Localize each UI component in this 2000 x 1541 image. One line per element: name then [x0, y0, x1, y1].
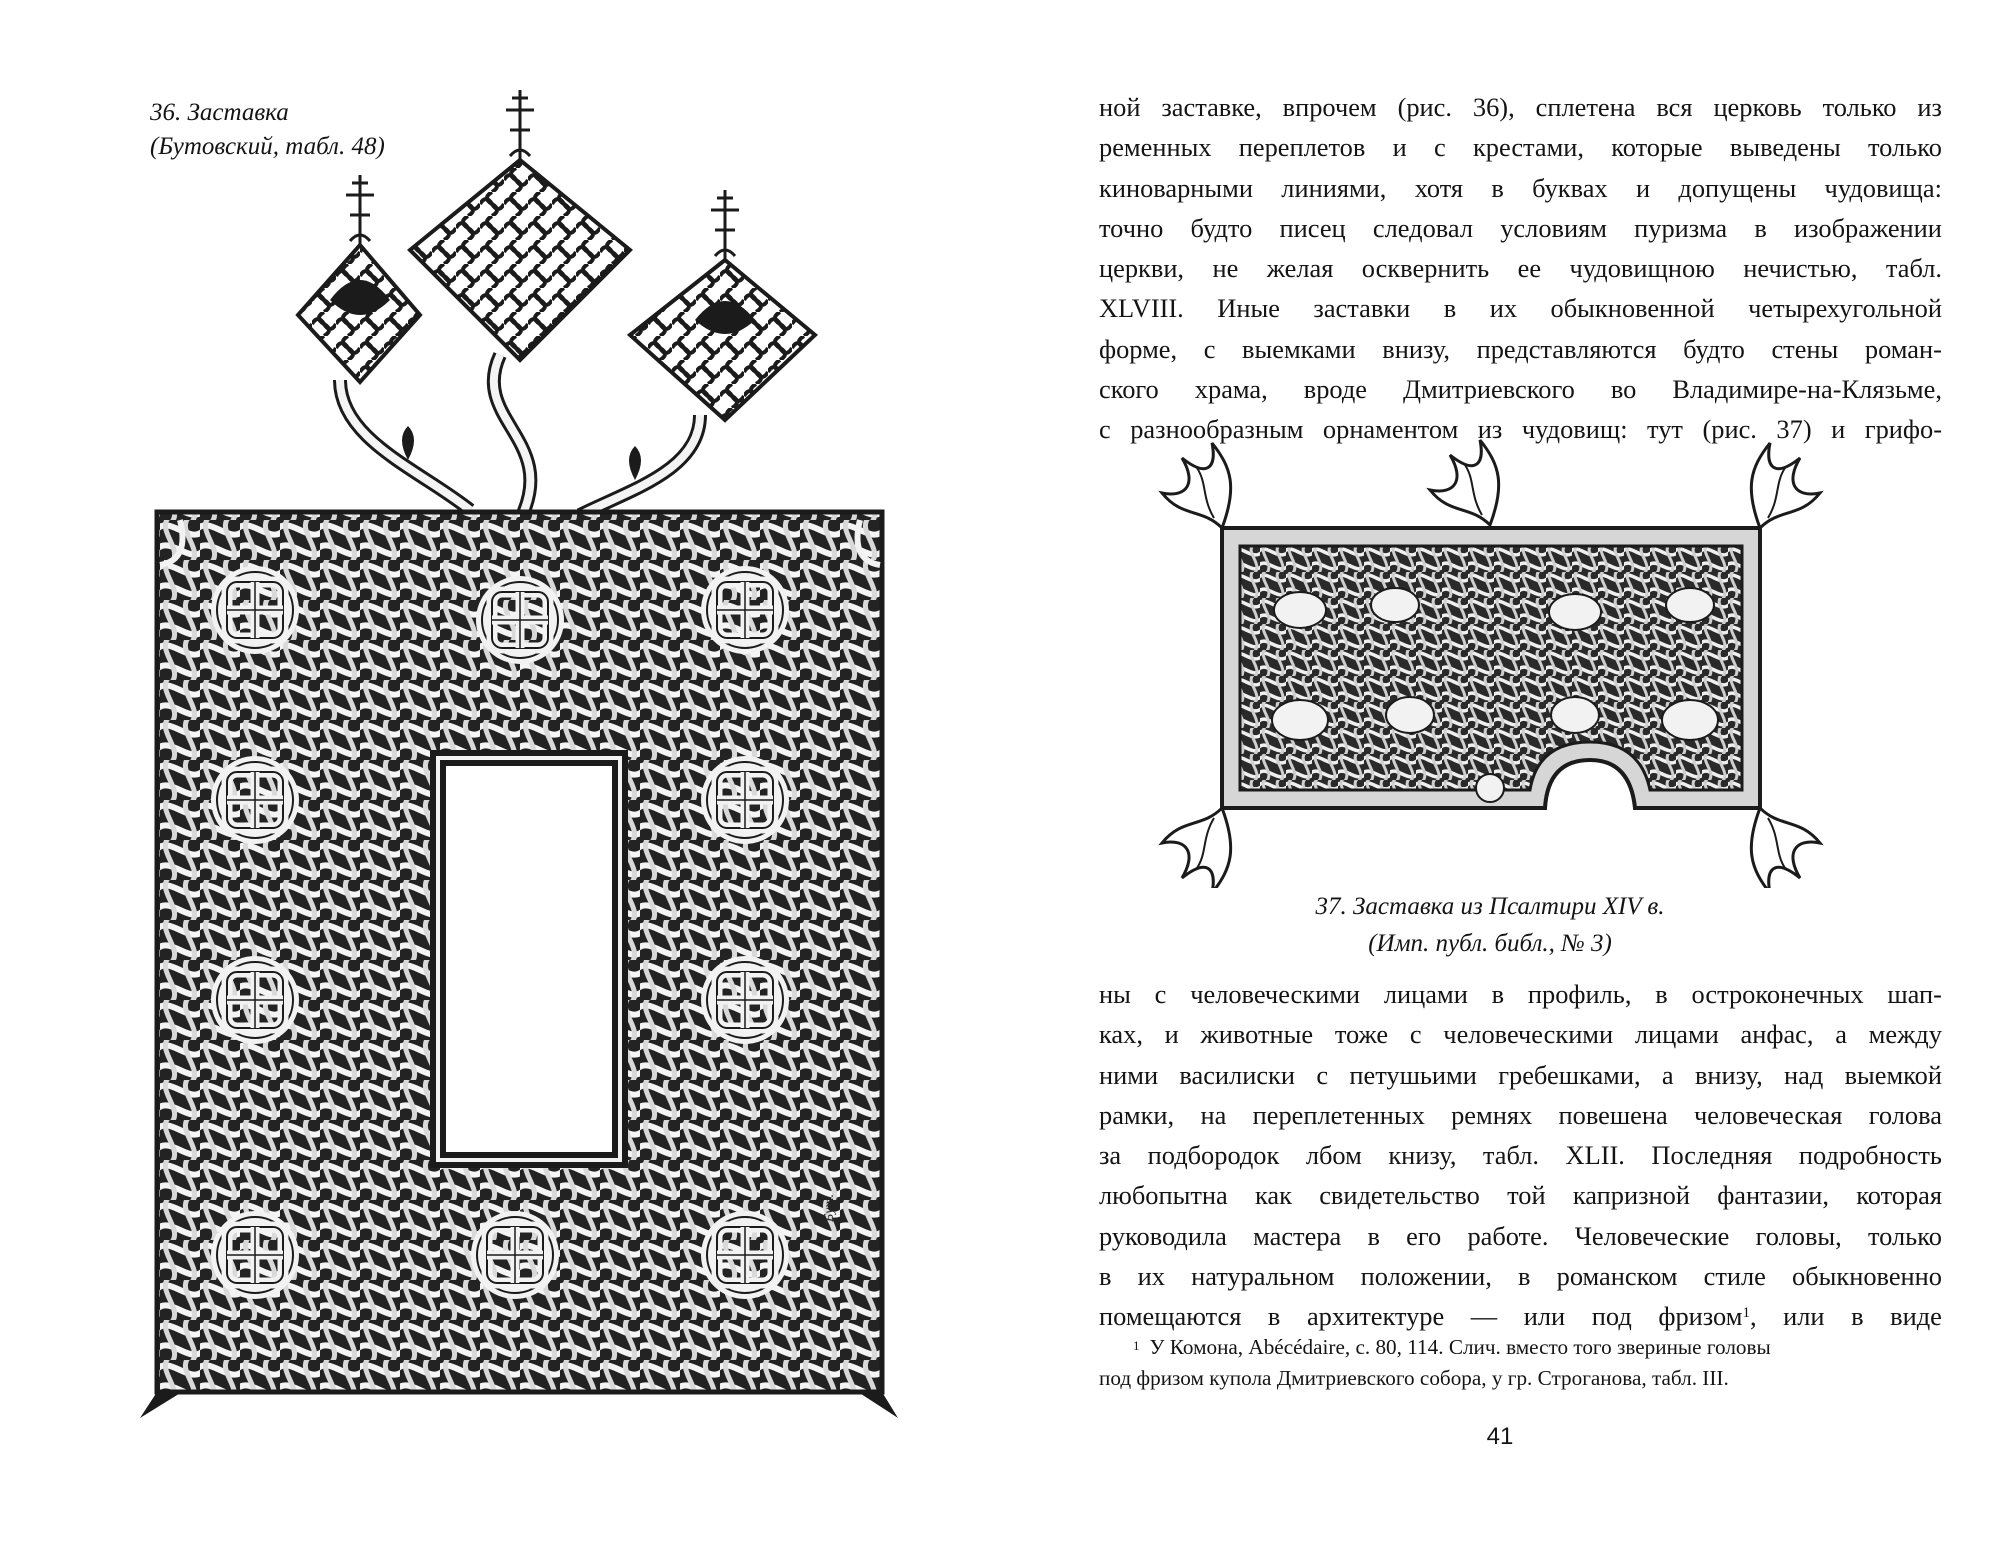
figure-36-headpiece: [140, 85, 900, 1425]
footnote: [1099, 1332, 1942, 1394]
word: изображении: [1794, 212, 1942, 243]
word: внизу,: [1694, 1059, 1763, 1090]
word: обыкновенно: [1792, 1261, 1942, 1292]
word: допущены: [1678, 172, 1797, 203]
word: в: [1491, 979, 1505, 1009]
body-text-top-line: [1099, 369, 1942, 409]
word: свидетельство: [1319, 1180, 1480, 1211]
word: или: [1523, 1301, 1566, 1332]
word: из: [1477, 414, 1503, 445]
word: работе.: [1467, 1220, 1549, 1251]
word: ,: [1749, 1301, 1757, 1332]
word: с: [1316, 1059, 1329, 1090]
figure-37-caption-line1: 37. Заставка из Псалтири XIV в.: [1315, 893, 1665, 920]
flourish-top-left: [1162, 443, 1231, 528]
word: из: [1917, 92, 1942, 122]
word: за: [1099, 1140, 1122, 1171]
word: его: [1406, 1220, 1442, 1251]
word: нечистью,: [1743, 253, 1858, 284]
word: и: [1831, 414, 1846, 445]
word: пуризма: [1634, 212, 1728, 243]
word: Человеческие: [1574, 1220, 1730, 1251]
word: XLII.: [1565, 1140, 1625, 1171]
word: как: [1254, 1180, 1292, 1211]
word: выемками: [1242, 333, 1356, 364]
footnote-line1-text: У Комона, Abécédaire, с. 80, 114. Слич. вместо того звериные головы: [1149, 1335, 1771, 1359]
word: в: [1518, 1261, 1531, 1292]
word: натуральном: [1191, 1261, 1335, 1292]
word: 36),: [1472, 92, 1515, 122]
word: а: [1835, 1019, 1847, 1050]
word: XLVIII.: [1099, 293, 1184, 324]
footnote-mark: 1: [1133, 1338, 1140, 1353]
word: крестами,: [1472, 132, 1585, 163]
word: Последняя: [1651, 1140, 1773, 1171]
word: той: [1507, 1180, 1546, 1211]
word: переплетов: [1238, 132, 1366, 163]
body-text-top-line: [1099, 248, 1942, 288]
body-text-bottom-line: [1099, 1135, 1942, 1175]
word: профиль,: [1527, 979, 1632, 1009]
word: Владимире-на-Клязьме,: [1672, 374, 1942, 405]
body-text-bottom-line: [1099, 1175, 1942, 1215]
word: их: [1137, 1261, 1165, 1292]
body-text-bottom-line: [1099, 1055, 1942, 1095]
word: стены: [1771, 333, 1839, 364]
word: внизу,: [1382, 333, 1450, 364]
word: лицами: [1383, 979, 1468, 1009]
word: только: [1822, 92, 1897, 122]
word: книзу,: [1388, 1140, 1457, 1171]
word: анфас,: [1740, 1019, 1814, 1050]
body-text-bottom: [1099, 974, 1942, 1337]
word: или: [1783, 1301, 1825, 1332]
word: с: [1154, 979, 1167, 1009]
word: в: [1267, 1301, 1281, 1332]
word: в: [1367, 1220, 1380, 1251]
word: тоже: [1334, 1019, 1389, 1050]
word: в: [1491, 172, 1504, 203]
word: фризом: [1658, 1301, 1743, 1332]
word: в: [1754, 212, 1767, 243]
word: Иные: [1217, 293, 1280, 324]
word: (рис.: [1702, 414, 1757, 445]
word: орнаментом: [1322, 414, 1459, 445]
word: будто: [1190, 212, 1253, 243]
word: положении,: [1360, 1261, 1492, 1292]
body-text-bottom-line: [1099, 1216, 1942, 1256]
word: стиле: [1703, 1261, 1766, 1292]
word: на: [1200, 1099, 1227, 1130]
word: под: [1591, 1301, 1632, 1332]
body-text-top-line: [1099, 168, 1942, 208]
word: роман-: [1864, 333, 1942, 364]
word: ках,: [1099, 1019, 1143, 1050]
word: вся: [1656, 92, 1693, 122]
word: киноварными: [1099, 172, 1253, 203]
word: только: [1868, 132, 1942, 163]
body-text-bottom-line: [1099, 1296, 1942, 1336]
word: рамки,: [1099, 1099, 1175, 1130]
body-text-top-line: [1099, 208, 1942, 248]
body-text-top-line: [1099, 127, 1942, 167]
body-text-bottom-line: [1099, 1014, 1942, 1054]
body-text-bottom-line: [1099, 1095, 1942, 1135]
word: осквернить: [1361, 253, 1490, 284]
word: будто: [1683, 333, 1745, 364]
dome-right: [630, 190, 815, 420]
word: с: [1203, 333, 1216, 364]
body-text-bottom-line: [1099, 974, 1942, 1014]
word: грифо-: [1864, 414, 1942, 445]
word: человеческая: [1694, 1099, 1843, 1130]
word: с: [1409, 1019, 1422, 1050]
word: ной: [1099, 92, 1141, 122]
word: желая: [1266, 253, 1334, 284]
footnote-line2: под фризом купола Дмитриевского собора, у гр. Строганова, табл. III.: [1099, 1366, 1729, 1390]
word: четырехугольной: [1748, 293, 1942, 324]
word: разнообразным: [1130, 414, 1304, 445]
word: человеческими: [1443, 1019, 1614, 1050]
word: в: [1099, 1261, 1112, 1292]
word: вроде: [1303, 374, 1367, 405]
word: церковь: [1713, 92, 1802, 122]
footnote-ref-mark[interactable]: 1: [1742, 1305, 1750, 1322]
right-page: [1000, 0, 2000, 1541]
word: архитектуре: [1306, 1301, 1445, 1332]
word: табл.: [1885, 253, 1942, 284]
word: обыкновенной: [1550, 293, 1715, 324]
word: выемкой: [1844, 1059, 1942, 1090]
word: головы,: [1755, 1220, 1842, 1251]
word: голова: [1868, 1099, 1942, 1130]
word: лбом: [1305, 1140, 1362, 1171]
figure-37-caption-line2: (Имп. публ. библ., № 3): [1368, 930, 1612, 957]
word: храма,: [1194, 374, 1268, 405]
word: не: [1212, 253, 1239, 284]
word: фантазии,: [1717, 1180, 1829, 1211]
figure-37-caption: [1130, 888, 1850, 962]
word: в: [1851, 1301, 1864, 1332]
word: в: [1655, 979, 1668, 1009]
word: ского: [1099, 374, 1159, 405]
word: и: [1164, 1019, 1179, 1050]
word: хотя: [1414, 172, 1464, 203]
word: животные: [1200, 1019, 1314, 1050]
word: церкви,: [1099, 253, 1185, 284]
word: виде: [1890, 1301, 1942, 1332]
page-number: 41: [1486, 1423, 1514, 1450]
word: их: [1489, 293, 1518, 324]
word: мастера: [1253, 1220, 1342, 1251]
word: лицами: [1634, 1019, 1719, 1050]
word: Дмитриевского: [1403, 374, 1575, 405]
word: которые: [1611, 132, 1703, 163]
word: переплетенных: [1252, 1099, 1425, 1130]
word: и: [1635, 172, 1651, 203]
word: табл.: [1482, 1140, 1540, 1171]
word: подробность: [1798, 1140, 1942, 1171]
word: впрочем: [1282, 92, 1377, 122]
word: —: [1470, 1301, 1498, 1332]
word: а: [1661, 1059, 1674, 1090]
word: ними: [1099, 1059, 1159, 1090]
word: во: [1610, 374, 1637, 405]
body-text-top-line: [1099, 329, 1942, 369]
word: чудовища:: [1824, 172, 1942, 203]
body-text-top-line: [1099, 288, 1942, 328]
word: писец: [1279, 212, 1346, 243]
word: выведены: [1729, 132, 1841, 163]
word: повешена: [1558, 1099, 1668, 1130]
word: остроконечных: [1691, 979, 1864, 1009]
figure-36-caption-line2: (Бутовский, табл. 48): [150, 133, 385, 160]
word: сплетена: [1535, 92, 1636, 122]
word: тут: [1647, 414, 1683, 445]
word: линиями,: [1281, 172, 1387, 203]
word: петушьими: [1349, 1059, 1477, 1090]
word: василиски: [1179, 1059, 1296, 1090]
footnote-line1: [1099, 1332, 1942, 1363]
word: заставки: [1313, 293, 1411, 324]
word: условиям: [1500, 212, 1607, 243]
word: чудовищною: [1569, 253, 1715, 284]
word: (рис.: [1397, 92, 1452, 122]
word: человеческими: [1190, 979, 1361, 1009]
word: над: [1784, 1059, 1824, 1090]
word: шап-: [1887, 979, 1942, 1009]
word: в: [1443, 293, 1457, 324]
artist-signature: Бут.: [822, 1193, 837, 1222]
word: с: [1433, 132, 1446, 163]
word: и: [1392, 132, 1407, 163]
body-text-top: [1099, 87, 1942, 450]
word: следовал: [1372, 212, 1473, 243]
word: только: [1867, 1220, 1942, 1251]
word: гребешками,: [1498, 1059, 1641, 1090]
word: ее: [1517, 253, 1542, 284]
dome-left: [298, 175, 420, 382]
body-text-top-line: [1099, 87, 1942, 127]
interlace-frame: [140, 512, 898, 1418]
word: чудовищ:: [1521, 414, 1628, 445]
word: ремнях: [1451, 1099, 1533, 1130]
word: ны: [1099, 979, 1131, 1009]
figure-36-caption: [150, 96, 450, 164]
word: ременных: [1099, 132, 1212, 163]
word: буквах: [1532, 172, 1608, 203]
word: форме,: [1099, 333, 1178, 364]
word: [1658, 1296, 1756, 1336]
word: точно: [1099, 212, 1164, 243]
word: 37): [1776, 414, 1812, 445]
word: между: [1868, 1019, 1942, 1050]
word: романском: [1556, 1261, 1678, 1292]
word: которая: [1856, 1180, 1942, 1211]
word: представляются: [1476, 333, 1657, 364]
word: капризной: [1572, 1180, 1690, 1211]
word: любопытна: [1099, 1180, 1228, 1211]
word: подбородок: [1147, 1140, 1280, 1171]
body-text-bottom-line: [1099, 1256, 1942, 1296]
figure-36-caption-line1: 36. Заставка: [150, 99, 289, 126]
figure-37-psalter-headpiece: [1113, 438, 1865, 888]
word: руководила: [1099, 1220, 1227, 1251]
word: помещаются: [1099, 1301, 1242, 1332]
word: заставке,: [1161, 92, 1262, 122]
word: с: [1099, 414, 1111, 445]
